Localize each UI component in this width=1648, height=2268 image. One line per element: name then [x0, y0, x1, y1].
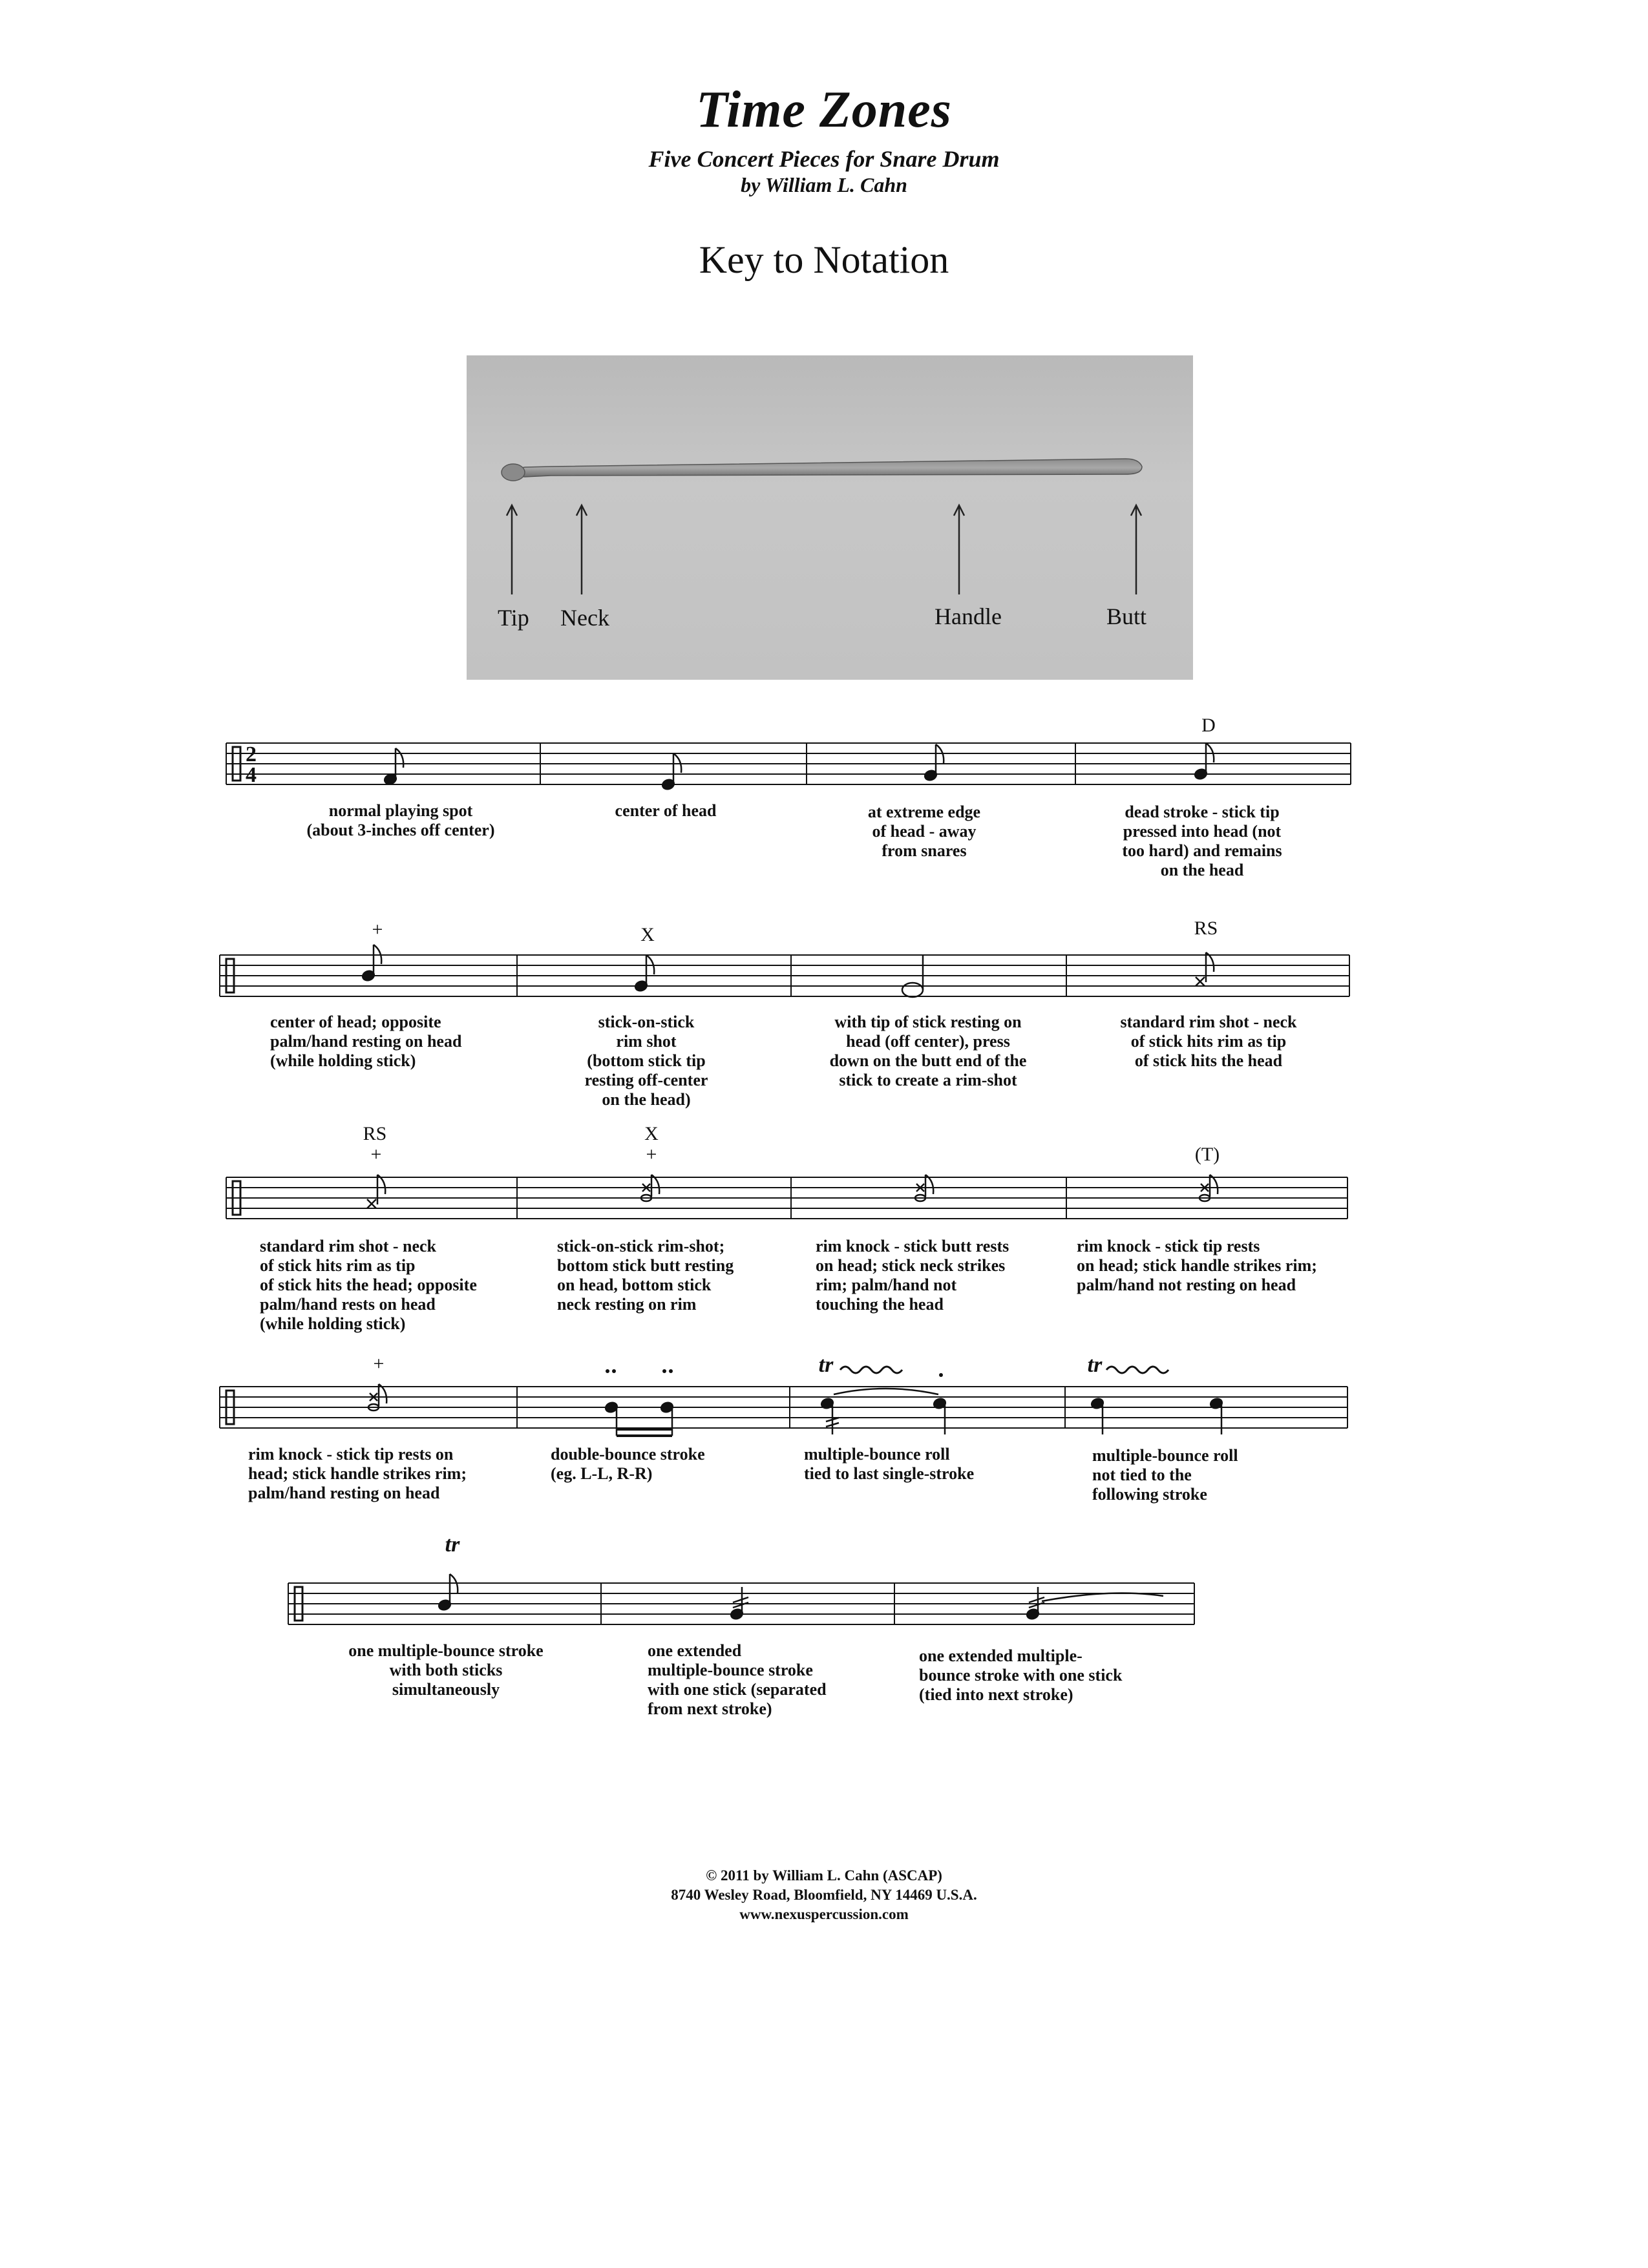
- copyright: © 2011 by William L. Cahn (ASCAP): [706, 1867, 942, 1884]
- handle-label: Handle: [935, 604, 1002, 629]
- trill-mark-1: tr: [818, 1353, 834, 1377]
- palm-mark-3: +: [646, 1144, 657, 1165]
- caption-extreme-edge: at extreme edge of head - away from snares: [867, 803, 981, 860]
- staff-row-2: [220, 955, 1349, 996]
- caption-normal-spot: normal playing spot (about 3-inches off center): [306, 801, 495, 839]
- byline: by William L. Cahn: [741, 173, 907, 196]
- stick-on-stick-mark: X: [640, 924, 655, 945]
- page-title: Time Zones: [696, 81, 952, 138]
- caption-stick-on-stick: stick-on-stick rim shot (bottom stick tip resting off-center on the head): [584, 1013, 708, 1109]
- caption-extended-separated: one extended multiple-bounce stroke with one stick (separated from next stroke): [648, 1641, 827, 1718]
- website: www.nexuspercussion.com: [739, 1906, 909, 1922]
- trill-wave-1: [840, 1367, 902, 1373]
- palm-mark-4: +: [373, 1353, 385, 1374]
- staff-row-4: [220, 1387, 1347, 1428]
- note-r2-stick-on-stick: [634, 955, 654, 992]
- caption-rim-knock-tip: rim knock - stick tip rests on head; stick handle strikes rim; palm/hand not resting on head: [1077, 1237, 1317, 1294]
- note-r1-edge: [924, 744, 944, 782]
- caption-roll-untied: multiple-bounce roll not tied to the following stroke: [1092, 1446, 1238, 1504]
- note-r2-center-palm: [361, 945, 381, 982]
- butt-label: Butt: [1106, 604, 1147, 629]
- dead-stroke-mark: D: [1201, 715, 1216, 736]
- caption-double-bounce: double-bounce stroke (eg. L-L, R-R): [551, 1445, 705, 1483]
- rimshot-mark: RS: [1194, 918, 1218, 939]
- caption-center-head: center of head: [615, 801, 717, 820]
- note-r4-roll-untied: [1090, 1397, 1223, 1434]
- note-r3-rimshot-palm: [367, 1175, 385, 1208]
- note-r2-rimshot: [1196, 952, 1214, 986]
- stick-on-stick-mark-2: X: [644, 1123, 659, 1144]
- note-r1-dead: [1194, 743, 1214, 781]
- trill-wave-2: [1106, 1367, 1168, 1373]
- tip-rest-mark: (T): [1194, 1144, 1220, 1165]
- caption-stick-on-stick-rimshot: stick-on-stick rim-shot; bottom stick butt resting on head, bottom stick neck resting on rim: [557, 1237, 734, 1314]
- staff-row-3: [226, 1177, 1347, 1219]
- caption-center-palm: center of head; opposite palm/hand resting on head (while holding stick): [270, 1013, 462, 1070]
- trill-mark-3: tr: [445, 1533, 460, 1557]
- caption-dead-stroke: dead stroke - stick tip pressed into head (not too hard) and remains on the head: [1122, 803, 1282, 879]
- caption-rim-knock-butt: rim knock - stick butt rests on head; stick neck strikes rim; palm/hand not touching the head: [816, 1237, 1009, 1314]
- time-signature-top: 2: [246, 742, 257, 766]
- time-signature-bottom: 4: [246, 763, 257, 787]
- caption-rimshot-palm: standard rim shot - neck of stick hits rim as tip of stick hits the head; opposite palm/hand rests on head (while holding stick): [260, 1237, 477, 1333]
- note-r4-double-bounce: [604, 1401, 674, 1436]
- key-title: Key to Notation: [699, 238, 949, 281]
- time-signature: [246, 742, 257, 787]
- neck-label: Neck: [560, 605, 609, 631]
- rimshot-mark-2: RS: [363, 1123, 387, 1144]
- caption-roll-tied: multiple-bounce roll tied to last single-stroke: [804, 1445, 975, 1483]
- trill-mark-2: tr: [1087, 1353, 1103, 1377]
- caption-standard-rimshot: standard rim shot - neck of stick hits rim as tip of stick hits the head: [1120, 1013, 1297, 1070]
- tip-label: Tip: [498, 605, 529, 631]
- note-r5-both-sticks: [438, 1574, 458, 1612]
- caption-press-butt: with tip of stick resting on head (off center), press down on the butt end of the stick to create a rim-shot: [829, 1013, 1027, 1089]
- note-r1-center: [661, 753, 681, 791]
- caption-both-sticks: one multiple-bounce stroke with both sticks simultaneously: [348, 1641, 544, 1699]
- palm-mark: +: [372, 919, 383, 940]
- address: 8740 Wesley Road, Bloomfield, NY 14469 U.S.A.: [671, 1887, 977, 1903]
- palm-mark-2: +: [370, 1144, 382, 1165]
- caption-extended-tied: one extended multiple- bounce stroke with one stick (tied into next stroke): [919, 1646, 1123, 1704]
- subtitle: Five Concert Pieces for Snare Drum: [648, 146, 1000, 172]
- caption-rim-knock-palm: rim knock - stick tip rests on head; stick handle strikes rim; palm/hand resting on head: [248, 1445, 467, 1502]
